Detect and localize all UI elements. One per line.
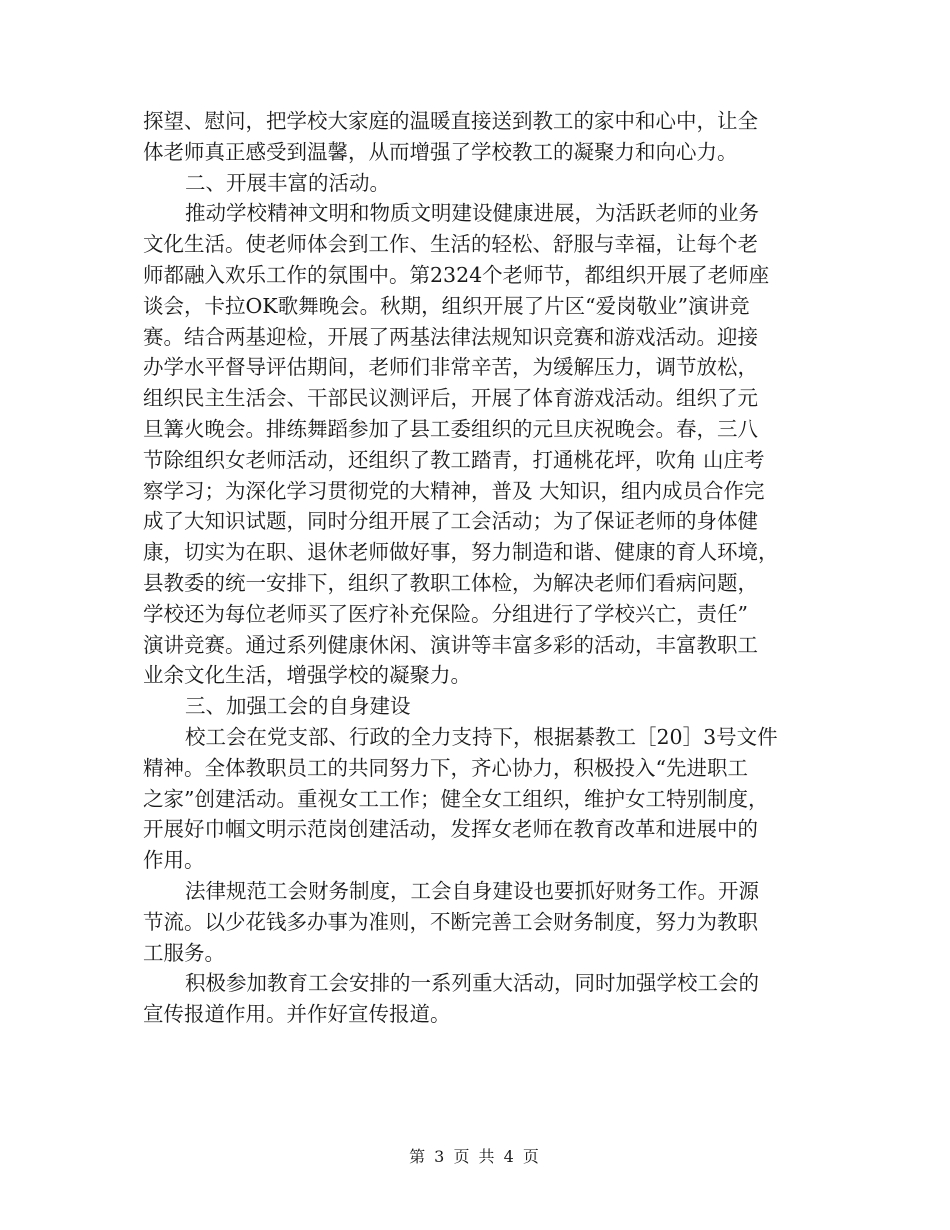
text-line: 节除组织女老师活动，还组织了教工踏青，打通桃花坪，吹角 山庄考 bbox=[143, 447, 765, 472]
page-footer: 第 3 页 共 4 页 bbox=[409, 1147, 541, 1166]
text-line: 法律规范工会财务制度，工会自身建设也要抓好财务工作。开源 bbox=[185, 878, 759, 903]
text-line: 演讲竞赛。通过系列健康休闲、演讲等丰富多彩的活动，丰富教职工 bbox=[143, 632, 758, 657]
text-line: 积极参加教育工会安排的一系列重大活动，同时加强学校工会的 bbox=[185, 971, 759, 996]
text-line: 工服务。 bbox=[143, 940, 225, 965]
text-line: 赛。结合两基迎检，开展了两基法律法规知识竞赛和游戏活动。迎接 bbox=[143, 324, 758, 349]
text-line: 师都融入欢乐工作的氛围中。第2324个老师节，都组织开展了老师座 bbox=[143, 262, 770, 287]
text-line: 体老师真正感受到温馨，从而增强了学校教工的凝聚力和向心力。 bbox=[143, 139, 738, 164]
text-line: 精神。全体教职员工的共同努力下，齐心协力，积极投入“先进职工 bbox=[143, 755, 748, 780]
body-text bbox=[143, 106, 808, 1030]
text-line: 业余文化生活，增强学校的凝聚力。 bbox=[143, 663, 471, 688]
text-line: 康，切实为在职、退休老师做好事，努力制造和谐、健康的育人环境， bbox=[143, 540, 779, 565]
text-line: 作用。 bbox=[143, 848, 205, 873]
text-line: 探望、慰问，把学校大家庭的温暖直接送到教工的家中和心中，让全 bbox=[143, 109, 758, 133]
text-line: 办学水平督导评估期间，老师们非常辛苦，为缓解压力，调节放松， bbox=[143, 355, 758, 380]
text-line: 旦篝火晚会。排练舞蹈参加了县工委组织的元旦庆祝晚会。春，三八 bbox=[143, 416, 758, 441]
text-line: 开展好巾帼文明示范岗创建活动，发挥女老师在教育改革和进展中的 bbox=[143, 817, 758, 842]
text-line: 之家”创建活动。重视女工工作；健全女工组织，维护女工特别制度， bbox=[143, 786, 769, 811]
text-line: 察学习；为深化学习贯彻党的大精神，普及 大知识，组内成员合作完 bbox=[143, 478, 765, 503]
text-line: 县教委的统一安排下，组织了教职工体检，为解决老师们看病问题， bbox=[143, 570, 758, 595]
text-line: 组织民主生活会、干部民议测评后，开展了体育游戏活动。组织了元 bbox=[143, 386, 758, 411]
text-line: 谈会，卡拉OK歌舞晚会。秋期，组织开展了片区“爱岗敬业”演讲竞 bbox=[143, 293, 750, 318]
text-line: 学校还为每位老师买了医疗补充保险。分组进行了学校兴亡，责任” bbox=[143, 601, 748, 626]
text-line: 校工会在党支部、行政的全力支持下，根据綦教工［20］3号文件 bbox=[185, 724, 778, 749]
text-line: 成了大知识试题，同时分组开展了工会活动；为了保证老师的身体健 bbox=[143, 509, 758, 534]
text-line: 推动学校精神文明和物质文明建设健康进展，为活跃老师的业务 bbox=[185, 201, 759, 226]
section-heading: 三、加强工会的自身建设 bbox=[185, 694, 411, 719]
text-line: 文化生活。使老师体会到工作、生活的轻松、舒服与幸福，让每个老 bbox=[143, 232, 758, 257]
text-line: 宣传报道作用。并作好宣传报道。 bbox=[143, 1002, 451, 1027]
section-heading: 二、开展丰富的活动。 bbox=[185, 170, 390, 195]
text-line: 节流。以少花钱多办事为准则，不断完善工会财务制度，努力为教职 bbox=[143, 909, 758, 934]
